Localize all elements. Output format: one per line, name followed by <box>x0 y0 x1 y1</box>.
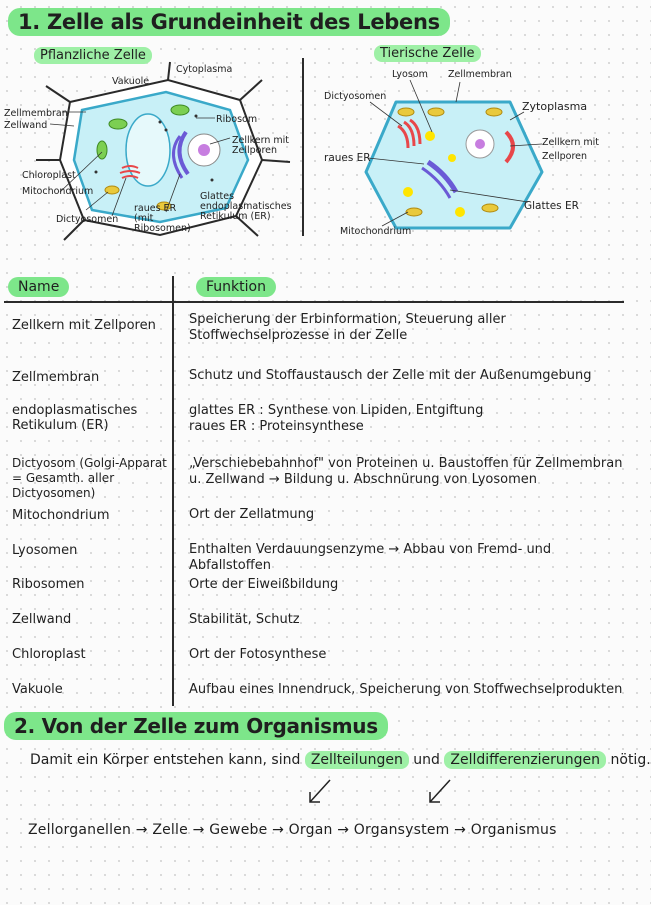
plant-chloroplast <box>109 119 127 129</box>
arrow-icon: → <box>272 822 285 838</box>
table-row-name: endoplasmatisches Retikulum (ER) <box>12 403 138 433</box>
plant-cell-figure <box>0 40 300 250</box>
plant-label-zellkern: Zellkern mit Zellporen <box>232 135 290 156</box>
animal-cell-figure <box>310 40 635 245</box>
table-row-function: Enthalten Verdauungsenzyme → Abbau von Fremd- und Abfallstoffen <box>189 542 552 573</box>
flow-step: Zelle <box>152 822 188 838</box>
plant-label-zellwand: Zellwand <box>4 120 48 131</box>
section-1-title <box>8 8 450 36</box>
flow-step: Organ <box>288 822 333 838</box>
arrow-icon: → <box>192 822 205 838</box>
plant-label-raues-er: raues ER (mit Ribosomen) <box>134 203 191 234</box>
flow-step: Organsystem <box>353 822 450 838</box>
animal-lyosom <box>425 131 435 141</box>
sentence-start: Damit ein Körper entstehen kann, sind <box>30 752 301 768</box>
plant-label-ribosom: Ribosom <box>216 114 258 125</box>
animal-cell-membrane <box>366 102 542 228</box>
table-row-function: Speicherung der Erbinformation, Steuerung aller Stoffwechselprozesse in der Zelle <box>189 312 506 343</box>
pointer-arrow-icon <box>310 780 450 802</box>
animal-label-glattes-er: Glattes ER <box>524 200 579 212</box>
flow-step: Zellorganellen <box>28 822 132 838</box>
plant-cell-title: Pflanzliche Zelle <box>34 47 152 64</box>
table-row-function: Orte der Eiweißbildung <box>189 577 339 592</box>
plant-label-dictyosomen: Dictyosomen <box>56 214 119 225</box>
animal-label-mitochondrium: Mitochondrium <box>340 226 412 237</box>
section-2-title <box>4 712 388 740</box>
section-2-sentence <box>30 752 651 768</box>
animal-cell-title: Tierische Zelle <box>374 45 481 62</box>
table-column-line <box>172 276 174 706</box>
pointer-arrows <box>296 776 496 816</box>
arrow-icon: → <box>337 822 350 838</box>
table-row-name: Ribosomen <box>12 577 85 592</box>
table-row-function: glattes ER : Synthese von Lipiden, Entgiftung raues ER : Proteinsynthese <box>189 403 484 434</box>
table-row-function: Aufbau eines Innendruck, Speicherung von Stoffwechselprodukten <box>189 682 623 697</box>
table-row-function: „Verschiebebahnhof" von Proteinen u. Baustoffen für Zellmembran u. Zellwand → Bildung u. Abschnürung von Lyosomen <box>189 456 623 487</box>
table-row-name: Vakuole <box>12 682 63 697</box>
table-row-function: Schutz und Stoffaustausch der Zelle mit der Außenumgebung <box>189 368 592 383</box>
table-row-function: Ort der Zellatmung <box>189 507 315 522</box>
plant-label-cytoplasma: Cytoplasma <box>176 64 233 75</box>
word-und: und <box>413 752 440 768</box>
animal-label-dictyosomen: Dictyosomen <box>324 91 387 102</box>
organism-flow <box>28 822 557 838</box>
animal-label-zytoplasma: Zytoplasma <box>522 100 588 113</box>
animal-mitochondrium <box>398 108 414 116</box>
plant-label-chloroplast: Chloroplast <box>22 170 76 181</box>
table-row-function: Stabilität, Schutz <box>189 612 300 627</box>
animal-label-zellkern: Zellkern mit Zellporen <box>542 137 600 162</box>
arrow-icon: → <box>135 822 148 838</box>
term-zelldifferenzierungen: Zelldifferenzierungen <box>444 751 606 769</box>
animal-label-lyosom: Lyosom <box>392 69 428 80</box>
table-row-name: Chloroplast <box>12 647 86 662</box>
table-header-name: Name <box>8 277 69 297</box>
animal-label-zellmembran: Zellmembran <box>448 69 512 80</box>
sentence-end: nötig. <box>610 752 651 768</box>
table-row-name: Zellwand <box>12 612 72 627</box>
plant-label-zellmembran: Zellmembran <box>4 108 68 119</box>
table-header-function: Funktion <box>196 277 276 297</box>
table-row-name: Zellkern mit Zellporen <box>12 318 156 333</box>
plant-label-vakuole: Vakuole <box>112 76 150 87</box>
table-row-name: Mitochondrium <box>12 508 110 523</box>
table-row-function: Ort der Fotosynthese <box>189 647 327 662</box>
diagram-divider <box>302 58 304 236</box>
plant-label-mitochondrium: Mitochondrium <box>22 186 94 197</box>
section-1-title-text: 1. Zelle als Grundeinheit des Lebens <box>18 10 440 34</box>
plant-label-glattes-er: Glattes endoplasmatisches Retikulum (ER) <box>200 191 292 222</box>
term-zellteilungen: Zellteilungen <box>305 751 409 769</box>
arrow-icon: → <box>454 822 467 838</box>
animal-label-raues-er: raues ER <box>324 152 371 164</box>
section-2-title-text: 2. Von der Zelle zum Organismus <box>14 714 378 738</box>
table-row-name: Dictyosom (Golgi-Apparat = Gesamth. aller Dictyosomen) <box>12 456 167 500</box>
flow-step: Organismus <box>470 822 557 838</box>
table-row-name: Lyosomen <box>12 543 78 558</box>
flow-step: Gewebe <box>209 822 268 838</box>
table-header-line <box>4 301 624 303</box>
table-row-name: Zellmembran <box>12 370 100 385</box>
